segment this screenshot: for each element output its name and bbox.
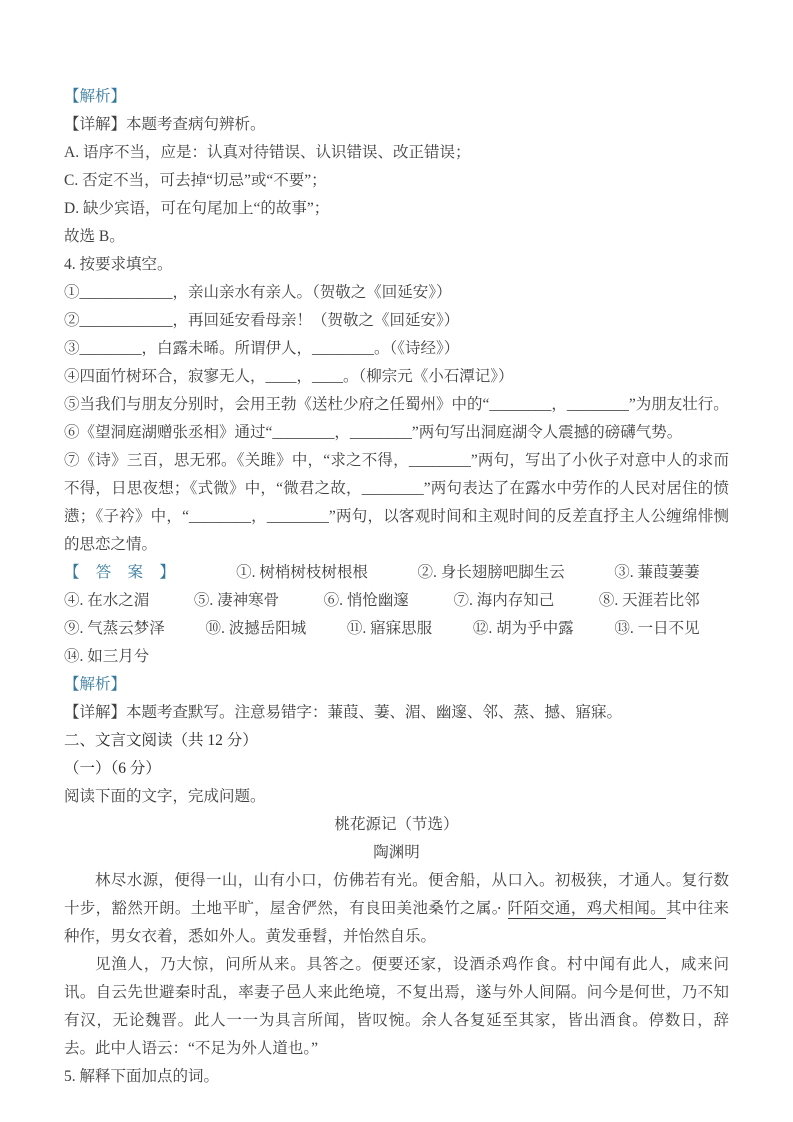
analysis-detail-1: 【详解】本题考查病句辨析。	[64, 116, 266, 133]
answer-item-13: ⑬. 一日不见	[614, 620, 700, 637]
answer-item-7: ⑦. 海内存知己	[453, 592, 555, 609]
analysis-label-1: 【解析】	[64, 88, 127, 105]
answer-item-10: ⑩. 波撼岳阳城	[205, 620, 307, 637]
answer-conclusion: 故选 B。	[64, 228, 125, 245]
passage-p1-punct: 。	[491, 900, 508, 917]
underlined-sentence: 阡陌交通，鸡犬相闻。	[507, 900, 666, 917]
q4-blank-item-3: ③________，白露未晞。所谓伊人，________。（《诗经》）	[64, 340, 460, 357]
passage-p2-tail: 答之。便要还家，设酒杀鸡作食。村中闻有此人，咸来问讯。自云先世避秦时乱，率妻子邑人来此绝境，不复出焉，遂与外人间隔。问今是何世，乃不知有汉，无论魏晋。此人一一为具言所闻，皆叹惋。余人各复延至其家，皆出酒食。停数日，辞去。此中人语云：“不足为外人道也。”	[64, 956, 729, 1057]
answer-item-3: ③. 蒹葭萋萋	[614, 564, 700, 581]
q4-blank-item-1: ①____________，亲山亲水有亲人。（贺敬之《回延安》）	[64, 284, 452, 301]
answer-item-8: ⑧. 天涯若比邻	[598, 592, 700, 609]
analysis-detail-2: 【详解】本题考查默写。注意易错字：蒹葭、萋、湄、幽邃、邻、蒸、撼、寤寐。	[64, 704, 623, 721]
answer-item-1: ①. 树梢树枝树根根	[236, 564, 368, 581]
dotted-word-shu: 属 •	[476, 900, 492, 917]
option-d-explanation: D. 缺少宾语，可在句尾加上“的故事”；	[64, 200, 330, 217]
answer-item-12: ⑫. 胡为乎中露	[472, 620, 574, 637]
answer-block	[64, 559, 729, 671]
dotted-word-ju: 具 •	[307, 956, 323, 973]
section-2-subheading: （一）（6 分）	[64, 760, 161, 777]
q4-blank-item-4: ④四面竹树环合，寂寥无人，____，____。（柳宗元《小石潭记》）	[64, 368, 514, 385]
answer-item-4: ④. 在水之湄	[64, 592, 150, 609]
q4-blank-item-2: ②____________，再回延安看母亲！（贺敬之《回延安》）	[64, 312, 460, 329]
answer-label: 【答案】	[64, 564, 192, 581]
answer-item-2: ②. 身长翅膀吧脚生云	[417, 564, 565, 581]
answer-item-9: ⑨. 气蒸云梦泽	[64, 620, 165, 637]
option-c-explanation: C. 否定不当，可去掉“切忌”或“不要”；	[64, 172, 327, 189]
passage-title: 桃花源记（节选）	[334, 816, 459, 833]
passage-p1-tail: 其中往来种作，男女衣着，悉如外人。黄发垂髫，并怡然自乐。	[64, 900, 729, 945]
answer-item-14: ⑭. 如三月兮	[64, 648, 150, 665]
analysis-label-2: 【解析】	[64, 676, 127, 693]
option-a-explanation: A. 语序不当，应是：认真对待错误、认识错误、改正错误；	[64, 144, 471, 161]
question-5-stem: 5. 解释下面加点的词。	[64, 1068, 220, 1085]
section-2-heading: 二、文言文阅读（共 12 分）	[64, 732, 258, 749]
q4-blank-item-7: ⑦《诗》三百，思无邪。《关雎》中，“求之不得，________”两句，写出了小伙子对意中人的求而不得，日思夜想；《式微》中，“微君之故，________”两句表达了在露水中劳作的人民对居住的愤懑；《子衿》中，“________，________”两句，以客观时间和主观时间的反差直抒主人公缠绵悱恻的思恋之情。	[64, 452, 729, 553]
passage-p2-text: 见渔人，乃大惊，问所从来。	[95, 956, 307, 973]
q4-blank-item-6: ⑥《望洞庭湖赠张丞相》通过“________，________”两句写出洞庭湖令人震撼的磅礴气势。	[64, 424, 683, 441]
answer-item-11: ⑪. 寤寐思服	[346, 620, 433, 637]
answer-item-6: ⑥. 悄怆幽邃	[323, 592, 409, 609]
reading-intro: 阅读下面的文字，完成问题。	[64, 788, 266, 805]
q4-blank-item-5: ⑤当我们与朋友分别时，会用王勃《送杜少府之任蜀州》中的“________，________”为朋友壮行。	[64, 396, 729, 413]
passage-author: 陶渊明	[373, 844, 420, 861]
passage-paragraph-1	[64, 867, 729, 951]
answer-item-5: ⑤. 凄神寒骨	[193, 592, 280, 609]
question-4-stem: 4. 按要求填空。	[64, 256, 173, 273]
passage-p1-text: 林尽水源，便得一山，山有小口，仿佛若有光。便舍船，从口入。初极狭，才通人。复行数十步，豁然开朗。土地平旷，屋舍俨然，有良田美池桑竹之	[64, 872, 729, 917]
passage-paragraph-2	[64, 951, 729, 1063]
